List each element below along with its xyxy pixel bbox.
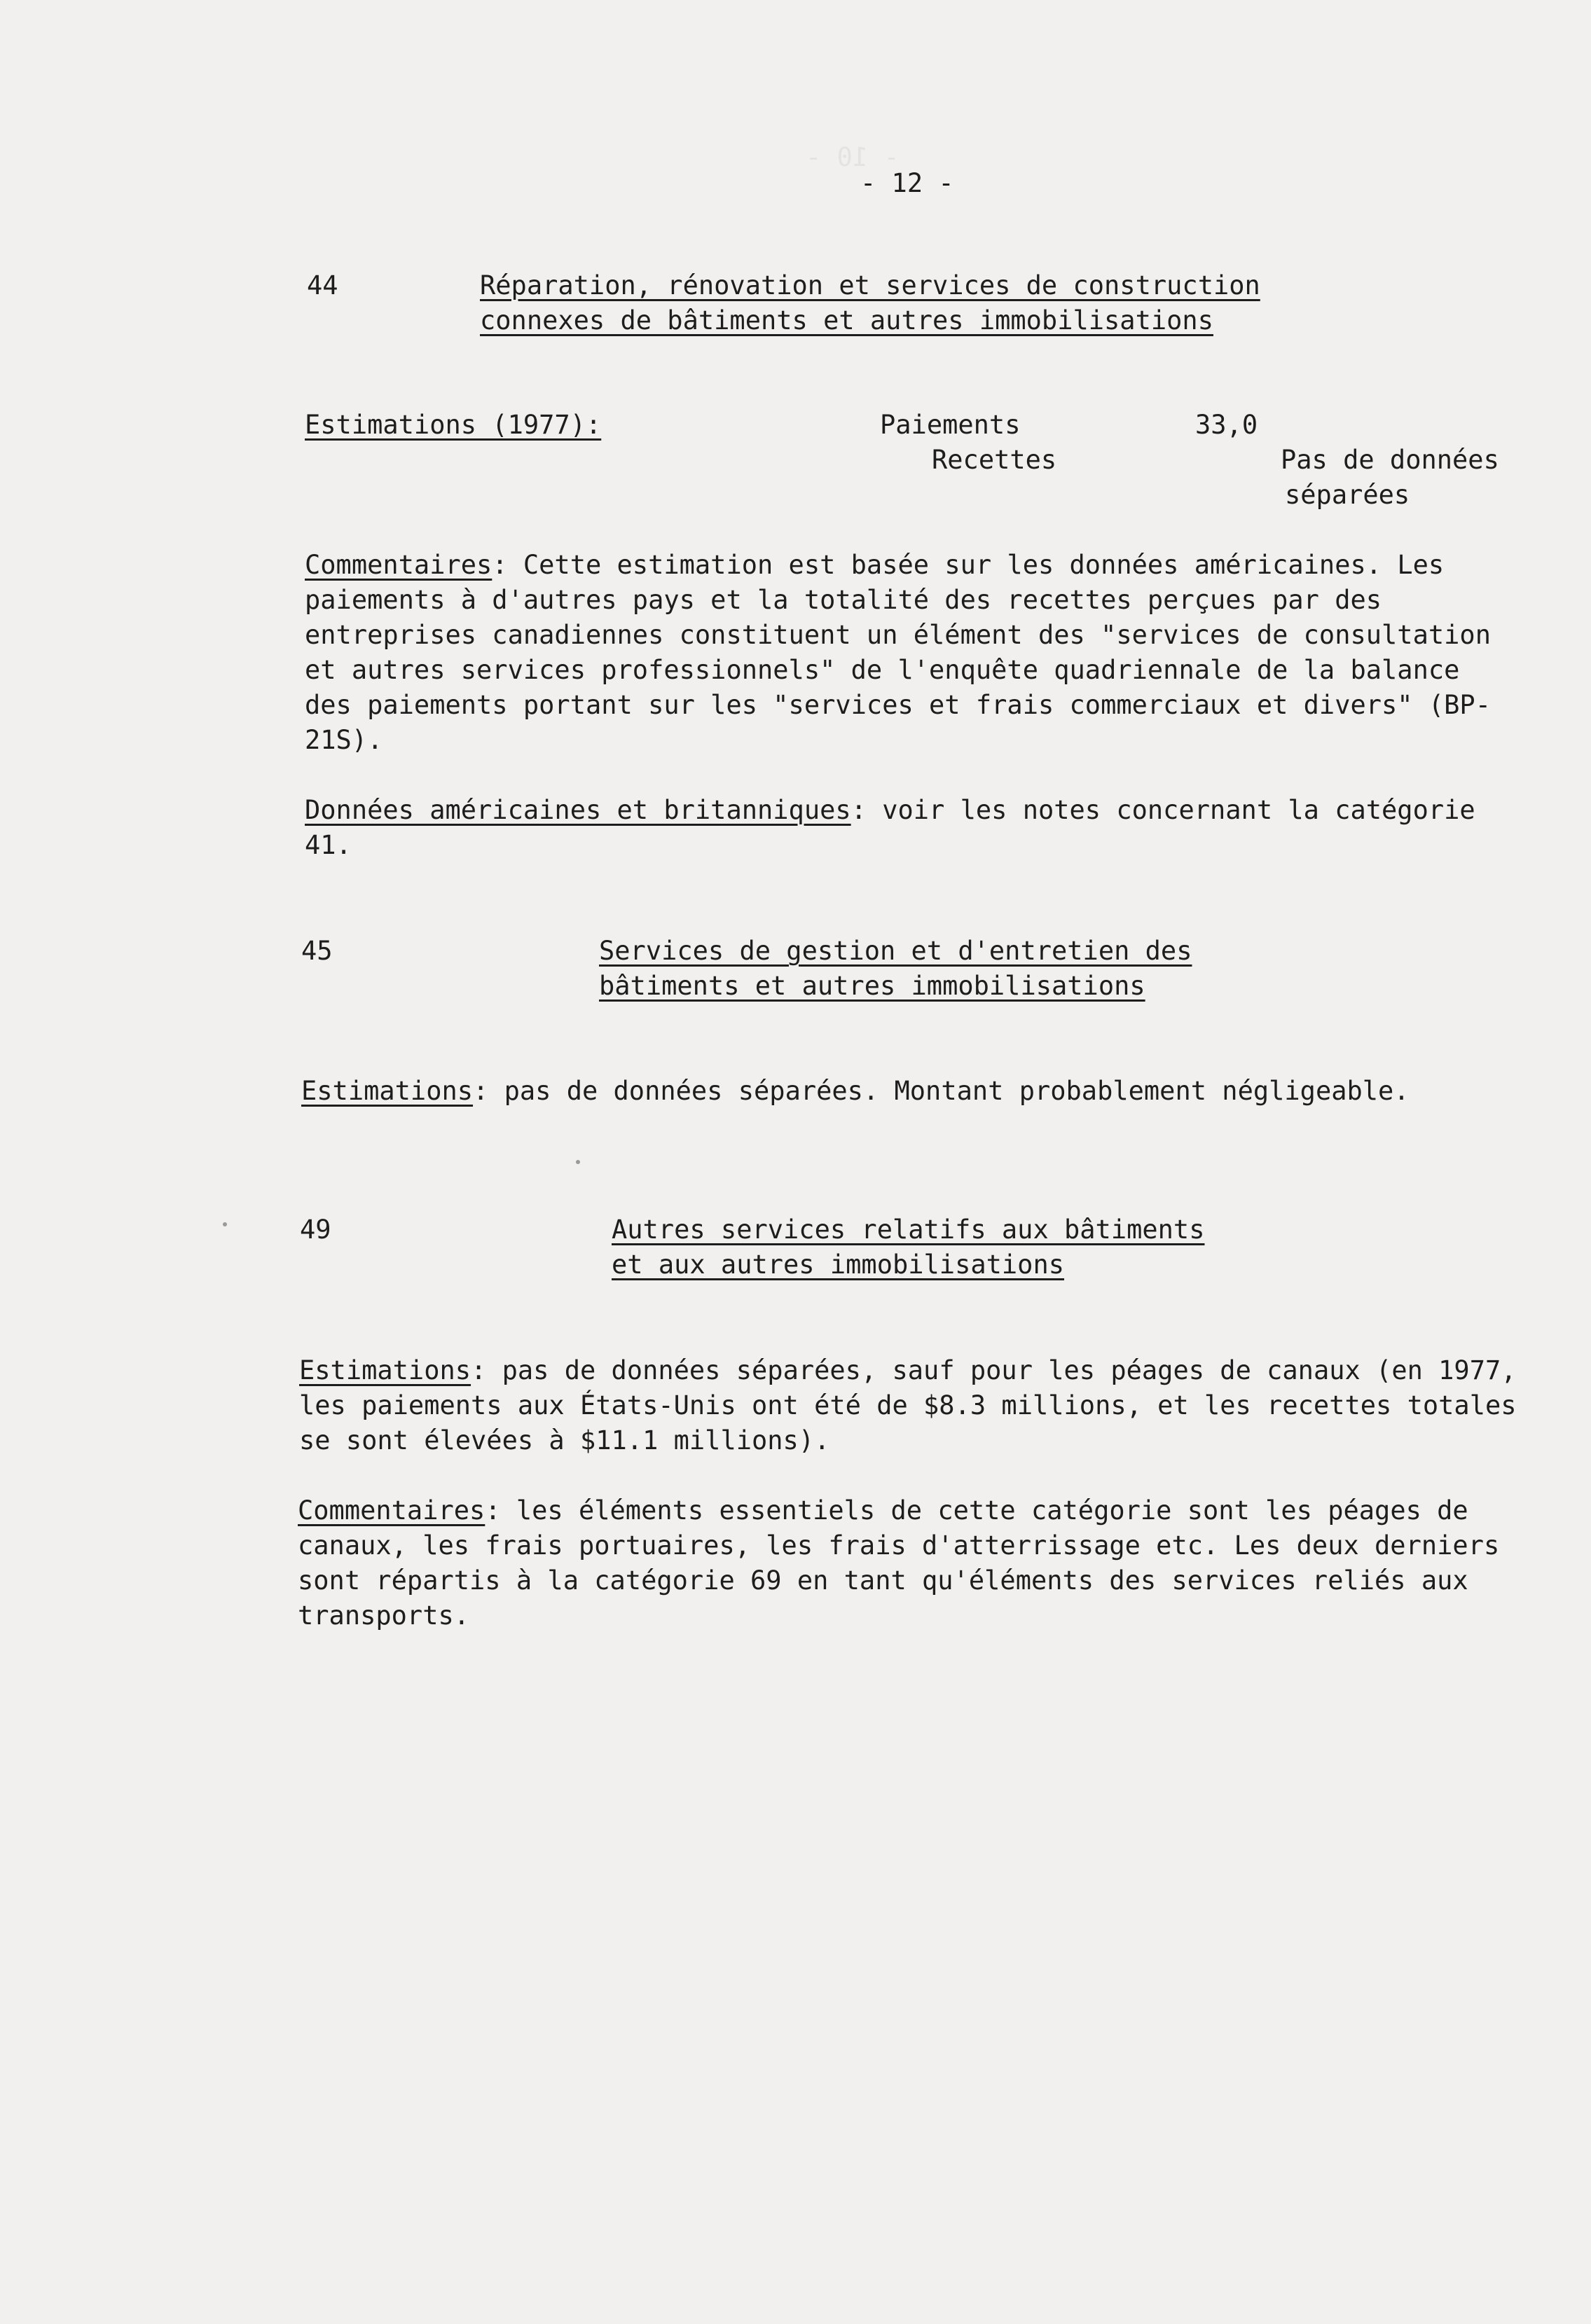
us-uk-text-44: : voir les notes concernant la catégorie 41.	[305, 795, 1475, 860]
us-uk-data-44	[305, 793, 1517, 863]
section-title-45-line1: Services de gestion et d'entretien des	[599, 936, 1192, 966]
section-title-49-line1: Autres services relatifs aux bâtiments	[612, 1215, 1205, 1245]
section-title-45-line2: bâtiments et autres immobilisations	[599, 971, 1145, 1001]
comments-text-44: : Cette estimation est basée sur les données américaines. Les paiements à d'autres pays et la totalité des recettes perçues par des entreprises canadiennes constituent un élément des "services de consultation et autres services professionnels" de l'enquête quadriennale de la balance des paiements portant sur les "services et frais commerciaux et divers" (BP-21S).	[305, 550, 1491, 755]
comments-44	[305, 548, 1517, 758]
receipts-value-line2: séparées	[1285, 480, 1410, 510]
estimates-label-44: Estimations (1977):	[305, 410, 602, 440]
estimates-text-49: : pas de données séparées, sauf pour les péages de canaux (en 1977, les paiements aux États-Unis ont été de $8.3 millions, et les recettes totales se sont élevées à $11.1 millions).	[299, 1355, 1517, 1455]
page-number: - 12 -	[860, 168, 954, 198]
estimates-49	[299, 1353, 1546, 1458]
receipts-label: Recettes	[932, 445, 1057, 475]
estimates-text-45: : pas de données séparées. Montant probablement négligeable.	[473, 1076, 1410, 1106]
section-code-45: 45	[301, 936, 333, 966]
estimates-45	[301, 1074, 1513, 1109]
payments-value: 33,0	[1195, 410, 1258, 440]
section-title-44-line1: Réparation, rénovation et services de construction	[480, 270, 1260, 300]
section-title-44-line2: connexes de bâtiments et autres immobilisations	[480, 305, 1213, 336]
bleed-through-decoration: - 10 -	[806, 142, 900, 172]
us-uk-label-44: Données américaines et britanniques	[305, 795, 851, 825]
section-title-49-line2: et aux autres immobilisations	[612, 1250, 1065, 1280]
comments-text-49: : les éléments essentiels de cette catégorie sont les péages de canaux, les frais portuaires, les frais d'atterrissage etc. Les deux derniers sont répartis à la catégorie 69 en tant qu'éléments des services reliés aux transports.	[298, 1495, 1500, 1631]
receipts-value-line1: Pas de données	[1281, 445, 1499, 475]
estimates-label-49: Estimations	[299, 1355, 471, 1385]
comments-49	[298, 1493, 1545, 1633]
section-code-44: 44	[307, 270, 338, 300]
scan-speck	[223, 1222, 227, 1226]
scan-speck	[576, 1160, 580, 1164]
estimates-label-45: Estimations	[301, 1076, 474, 1106]
payments-label: Paiements	[880, 410, 1021, 440]
section-code-49: 49	[300, 1215, 331, 1245]
comments-label-44: Commentaires	[305, 550, 493, 580]
comments-label-49: Commentaires	[298, 1495, 485, 1526]
